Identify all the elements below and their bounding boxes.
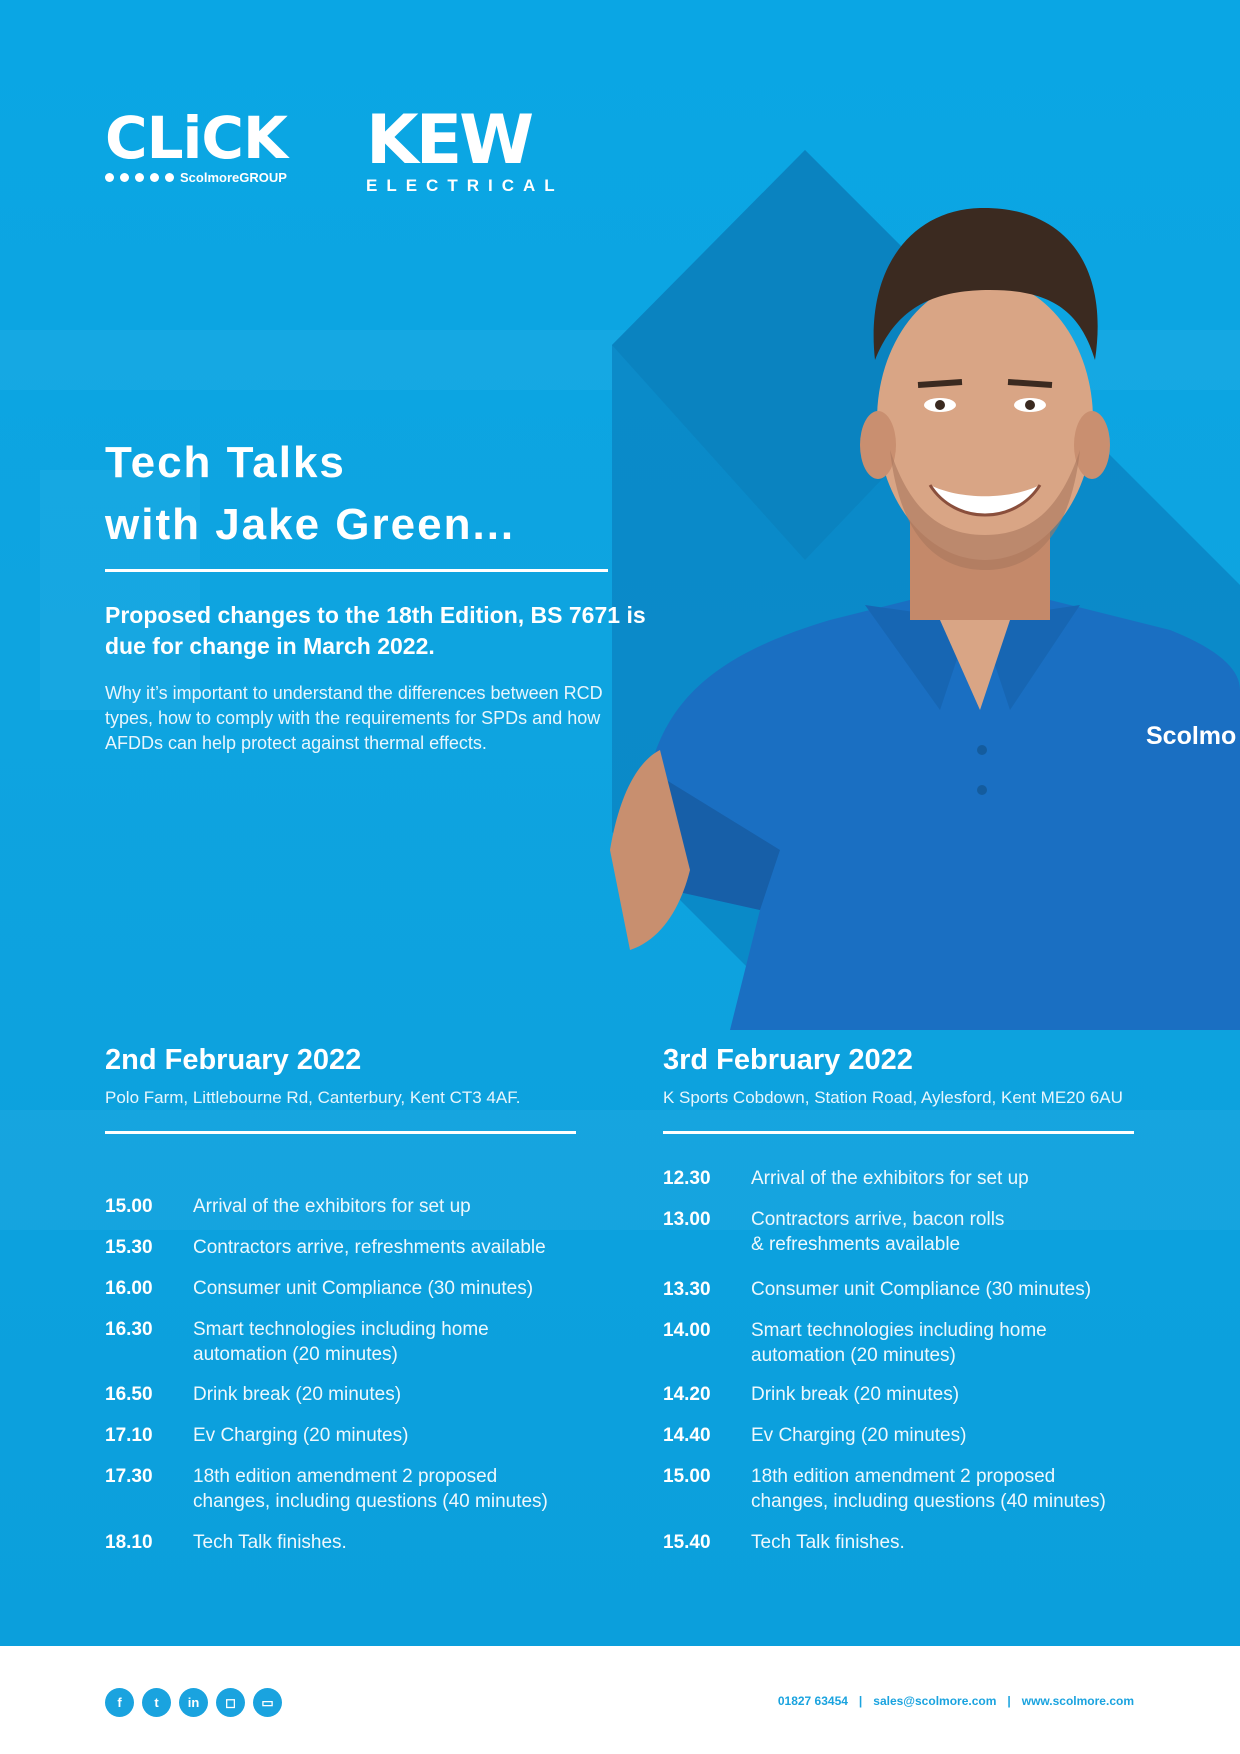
schedule-row xyxy=(663,1318,1133,1368)
schedule-time: 13.30 xyxy=(663,1279,711,1300)
schedule-row xyxy=(105,1530,575,1555)
twitter-icon[interactable]: t xyxy=(142,1688,171,1717)
facebook-icon[interactable]: f xyxy=(105,1688,134,1717)
event-column-1 xyxy=(105,1042,575,1108)
schedule-row xyxy=(663,1423,1133,1448)
schedule-time: 17.30 xyxy=(105,1466,153,1487)
schedule-row xyxy=(663,1464,1133,1514)
schedule-time: 16.00 xyxy=(105,1278,153,1299)
schedule-desc: Consumer unit Compliance (30 minutes) xyxy=(193,1278,534,1299)
schedule-time: 13.00 xyxy=(663,1209,711,1230)
schedule-desc: Consumer unit Compliance (30 minutes) xyxy=(751,1279,1092,1300)
schedule-desc: Smart technologies including home automation (20 minutes) xyxy=(751,1320,1047,1366)
page-title: Tech Talks with Jake Green... xyxy=(105,438,516,549)
separator: | xyxy=(1007,1694,1011,1708)
event-venue: K Sports Cobdown, Station Road, Aylesford, Kent ME20 6AU xyxy=(663,1088,1123,1107)
instagram-icon[interactable]: ◻ xyxy=(216,1688,245,1717)
schedule-row xyxy=(105,1317,575,1367)
schedule-row xyxy=(105,1235,575,1260)
schedule-desc: Smart technologies including home automation (20 minutes) xyxy=(193,1319,489,1365)
schedule-row xyxy=(663,1207,1133,1257)
click-logo-word: CLiCK xyxy=(105,104,287,172)
click-logo xyxy=(105,104,287,185)
youtube-icon[interactable]: ▭ xyxy=(253,1688,282,1717)
schedule-row xyxy=(663,1277,1133,1302)
intro-text: Why it’s important to understand the differences between RCD types, how to comply with the requirements for SPDs and how AFDDs can help protect against thermal effects. xyxy=(105,683,603,753)
kew-electrical-logo xyxy=(366,101,564,196)
scolmore-group-text: ScolmoreGROUP xyxy=(180,170,287,185)
email-link[interactable]: sales@scolmore.com xyxy=(873,1694,997,1708)
schedule-desc: Arrival of the exhibitors for set up xyxy=(751,1168,1029,1189)
schedule-time: 15.00 xyxy=(105,1196,153,1217)
schedule-time: 15.00 xyxy=(663,1466,711,1487)
event-venue: Polo Farm, Littlebourne Rd, Canterbury, Kent CT3 4AF. xyxy=(105,1088,521,1107)
schedule-desc: Arrival of the exhibitors for set up xyxy=(193,1196,471,1217)
schedule-time: 18.10 xyxy=(105,1532,153,1553)
schedule-desc: Contractors arrive, refreshments available xyxy=(193,1237,546,1258)
schedule-desc: 18th edition amendment 2 proposed changes, including questions (40 minutes) xyxy=(751,1466,1106,1512)
schedule-2 xyxy=(663,1166,1133,1566)
schedule-desc: Drink break (20 minutes) xyxy=(193,1384,402,1405)
shirt-logo: Scolmo xyxy=(1146,722,1237,750)
contact-line xyxy=(778,1694,1134,1708)
kew-logo-sub: ELECTRICAL xyxy=(366,176,564,195)
schedule-row xyxy=(663,1382,1133,1407)
schedule-time: 14.00 xyxy=(663,1320,711,1341)
schedule-row xyxy=(663,1166,1133,1191)
schedule-time: 16.30 xyxy=(105,1319,153,1340)
schedule-desc: Contractors arrive, bacon rolls & refreshments available xyxy=(751,1209,1005,1255)
schedule-desc: Tech Talk finishes. xyxy=(193,1532,347,1553)
schedule-1 xyxy=(105,1194,575,1574)
schedule-row xyxy=(663,1530,1133,1555)
click-logo-sub xyxy=(105,170,287,185)
schedule-time: 17.10 xyxy=(105,1425,153,1446)
social-icons xyxy=(105,1688,282,1717)
event-column-2 xyxy=(663,1042,1133,1108)
website-link[interactable]: www.scolmore.com xyxy=(1021,1694,1134,1708)
event-date: 2nd February 2022 xyxy=(105,1044,362,1076)
schedule-time: 15.30 xyxy=(105,1237,153,1258)
schedule-desc: Tech Talk finishes. xyxy=(751,1532,905,1553)
schedule-desc: 18th edition amendment 2 proposed changes, including questions (40 minutes) xyxy=(193,1466,548,1512)
schedule-row xyxy=(105,1276,575,1301)
phone-number[interactable]: 01827 63454 xyxy=(777,1694,848,1708)
title-divider xyxy=(105,569,608,572)
schedule-row xyxy=(105,1382,575,1407)
linkedin-icon[interactable]: in xyxy=(179,1688,208,1717)
schedule-row xyxy=(105,1423,575,1448)
event-date: 3rd February 2022 xyxy=(663,1044,913,1076)
event-divider-1 xyxy=(105,1131,576,1134)
schedule-desc: Ev Charging (20 minutes) xyxy=(751,1425,967,1446)
subheading: Proposed changes to the 18th Edition, BS 7671 is due for change in March 2022. xyxy=(105,602,646,659)
schedule-time: 14.40 xyxy=(663,1425,711,1446)
separator: | xyxy=(858,1694,863,1708)
schedule-time: 16.50 xyxy=(105,1384,153,1405)
jake-green-portrait xyxy=(610,150,1240,1030)
schedule-row xyxy=(105,1194,575,1219)
schedule-time: 14.20 xyxy=(663,1384,711,1405)
schedule-desc: Ev Charging (20 minutes) xyxy=(193,1425,409,1446)
event-divider-2 xyxy=(663,1131,1134,1134)
schedule-time: 12.30 xyxy=(663,1168,711,1189)
schedule-row xyxy=(105,1464,575,1514)
kew-logo-word: KEW xyxy=(366,101,532,180)
schedule-time: 15.40 xyxy=(663,1532,711,1553)
schedule-desc: Drink break (20 minutes) xyxy=(751,1384,960,1405)
